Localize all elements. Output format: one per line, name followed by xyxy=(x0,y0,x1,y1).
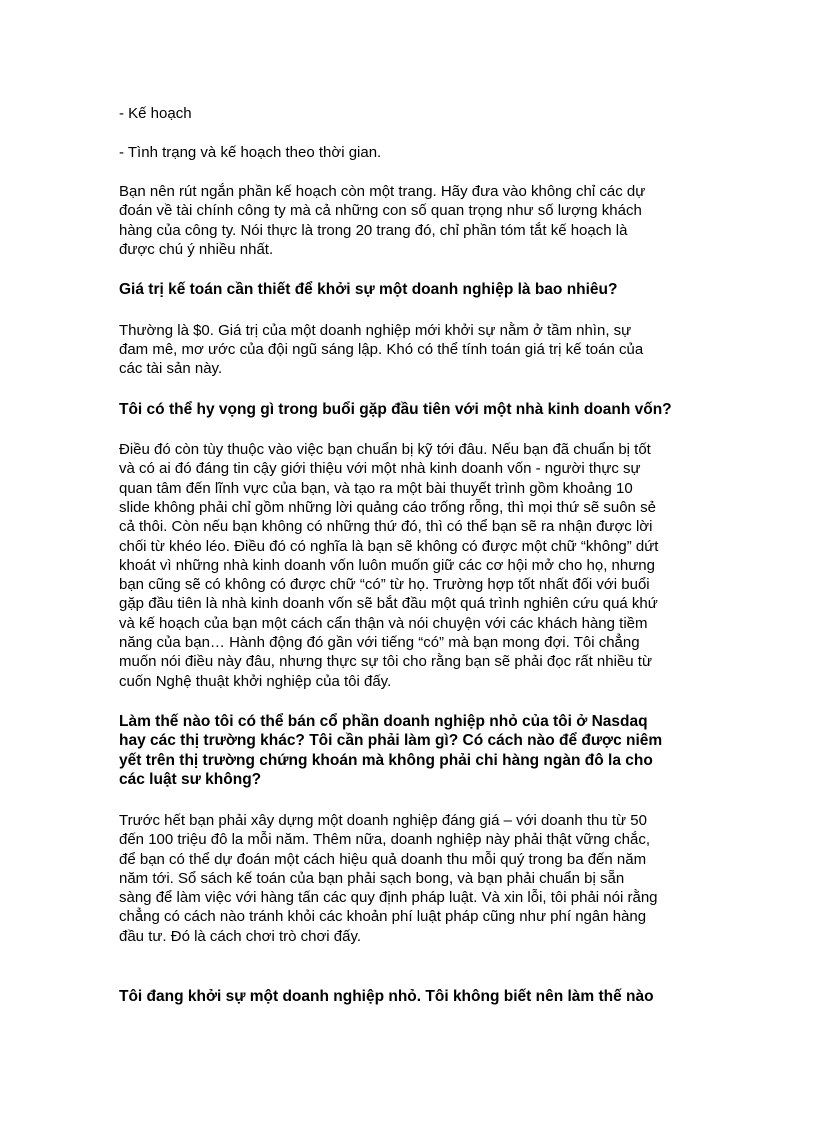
document-page xyxy=(119,104,701,1028)
question-heading: Tôi có thể hy vọng gì trong buổi gặp đầu tiên với một nhà kinh doanh vốn? xyxy=(119,400,672,418)
list-item: - Tình trạng và kế hoạch theo thời gian. xyxy=(119,144,382,161)
paragraph: Trước hết bạn phải xây dựng một doanh nghiệp đáng giá – với doanh thu từ 50 đến 100 triệu đô la mỗi năm. Thêm nữa, doanh nghiệp này phải thật vững chắc, để bạn có thể dự đoán một cách hiệu quả doanh thu mỗi quý trong ba đến năm năm tới. Sổ sách kế toán của bạn phải sạch bong, và bạn phải chuẩn bị sẵn sàng để làm việc với hàng tấn các quy định pháp luật. Và xin lỗi, tôi phải nói rằng chẳng có cách nào tránh khỏi các khoản phí luật pháp cũng như phí ngân hàng đầu tư. Đó là cách chơi trò chơi đấy. xyxy=(119,811,658,945)
question-heading: Tôi đang khởi sự một doanh nghiệp nhỏ. Tôi không biết nên làm thế nào xyxy=(119,988,654,1006)
paragraph: Điều đó còn tùy thuộc vào việc bạn chuẩn bị kỹ tới đâu. Nếu bạn đã chuẩn bị tốt và có ai đó đáng tin cậy giới thiệu với một nhà kinh doanh vốn - người thực sự quan tâm đến lĩnh vực của bạn, và tạo ra một bài thuyết trình gồm khoảng 10 slide không phải chỉ gồm những lời quảng cáo trống rỗng, thì mọi thứ sẽ suôn sẻ cả thôi. Còn nếu bạn không có những thứ đó, thì có thể bạn sẽ ra nhận được lời chối từ khéo léo. Điều đó có nghĩa là bạn sẽ không có được một chữ “không” dứt khoát vì những nhà kinh doanh vốn luôn muốn giữ các cơ hội mở cho họ, nhưng bạn cũng sẽ có không có được chữ “có” từ họ. Trường hợp tốt nhất đối với buổi gặp đầu tiên là nhà kinh doanh vốn sẽ bắt đầu một quá trình nghiên cứu quá khứ và kế hoạch của bạn một cách cẩn thận và nói chuyện với các khách hàng tiềm năng của bạn… Hành động đó gần với tiếng “có” mà bạn mong đợi. Tôi chẳng muốn nói điều này đâu, nhưng thực sự tôi cho rằng bạn sẽ phải đọc rất nhiều từ cuốn Nghệ thuật khởi nghiệp của tôi đấy. xyxy=(119,441,659,690)
paragraph: Thường là $0. Giá trị của một doanh nghiệp mới khởi sự nằm ở tầm nhìn, sự đam mê, mơ ước của đội ngũ sáng lập. Khó có thể tính toán giá trị kế toán của các tài sản này. xyxy=(119,321,644,378)
spacer xyxy=(119,967,701,987)
question-heading: Làm thế nào tôi có thể bán cổ phần doanh nghiệp nhỏ của tôi ở Nasdaq hay các thị trường khác? Tôi cần phải làm gì? Có cách nào để được niêm yết trên thị trường chứng khoán mà không phải chi hàng ngàn đô la cho các luật sư không? xyxy=(119,712,663,789)
paragraph: Bạn nên rút ngắn phần kế hoạch còn một trang. Hãy đưa vào không chỉ các dự đoán về tài chính công ty mà cả những con số quan trọng như số lượng khách hàng của công ty. Nói thực là trong 20 trang đó, chỉ phần tóm tắt kế hoạch là được chú ý nhiều nhất. xyxy=(119,183,646,258)
list-item: - Kế hoạch xyxy=(119,105,192,122)
question-heading: Giá trị kế toán cần thiết để khởi sự một doanh nghiệp là bao nhiêu? xyxy=(119,281,618,299)
